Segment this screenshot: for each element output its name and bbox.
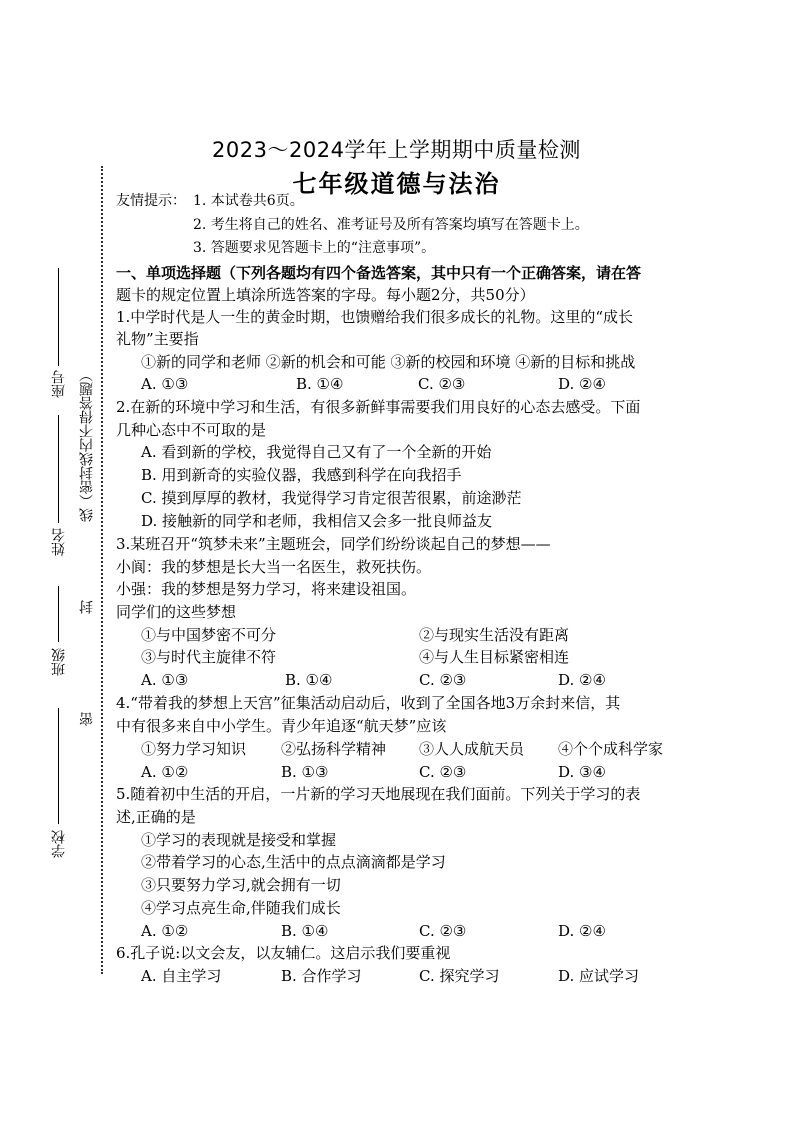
q3-quote-1: 小阆：我的梦想是长大当一名医生，救死扶伤。 [116,558,432,576]
school-blank [58,708,59,824]
q2-stem: 2.在新的环境中学习和生活，有很多新鲜事需要我们用良好的心态去感受。下面 [116,398,641,416]
q1-items: ①新的同学和老师 ②新的机会和可能 ③新的校园和环境 ④新的目标和挑战 [141,353,636,371]
seat-label: 座号 [51,370,67,398]
seal-dotted-line [101,166,103,974]
name-label: 姓名 [51,528,67,556]
secret-mark: 密 [79,712,95,726]
q4-option-c: C. ②③ [419,763,467,781]
q3-item-3: ③与时代主旋律不符 [141,648,277,666]
q5-option-a: A. ①② [141,922,189,940]
q5-stem: 5.随着初中生活的开启，一片新的学习天地展现在我们面前。下列关于学习的表 [116,785,641,803]
exam-title: 2023～2024学年上学期期中质量检测 [212,138,581,162]
q6-option-d: D. 应试学习 [558,967,640,985]
q1-option-c: C. ②③ [418,375,466,393]
exam-subject: 七年级道德与法治 [292,170,501,198]
q3-item-4: ④与人生目标紧密相连 [419,648,570,666]
q1-option-a: A. ①③ [141,375,189,393]
q3-option-d: D. ②④ [558,671,606,689]
section-heading-cont: 题卡的规定位置上填涂所选答案的字母。每小题2分，共50分） [116,286,535,304]
q3-prompt: 同学们的这些梦想 [116,603,237,621]
q6-stem: 6.孔子说:以文会友，以友辅仁。这启示我们要重视 [116,944,451,962]
q3-item-2: ②与现实生活没有距离 [419,626,570,644]
q6-option-a: A. 自主学习 [141,967,222,985]
q1-stem-cont: 礼物”主要指 [116,330,199,348]
seal-note: 线（密封线内不得答题） [79,368,95,522]
q3-option-c: C. ②③ [419,671,467,689]
q5-option-d: D. ②④ [558,922,606,940]
section-heading: 一、单项选择题（下列各题均有四个备选答案，其中只有一个正确答案，请在答 [116,264,642,282]
q5-item-2: ②带着学习的心态,生活中的点点滴滴都是学习 [141,853,446,871]
seal-mark: 封 [79,600,95,614]
q2-option-d: D. 接触新的同学和老师，我相信又会多一批良师益友 [141,512,493,530]
notice-item-3: 3. 答题要求见答题卡上的“注意事项”。 [193,240,436,256]
q5-option-c: C. ②③ [419,922,467,940]
q4-stem: 4.“带着我的梦想上天宫”征集活动启动后，收到了全国各地3万余封来信，其 [116,694,621,712]
q4-item-4: ④个个成科学家 [558,740,664,758]
q3-option-b: B. ①④ [285,671,333,689]
q3-option-a: A. ①③ [141,671,189,689]
notice-item-2: 2. 考生将自己的姓名、准考证号及所有答案均填写在答题卡上。 [193,217,589,233]
q2-stem-cont: 几种心态中不可取的是 [116,421,267,439]
q3-stem: 3.某班召开“筑梦未来”主题班会，同学们纷纷谈起自己的梦想—— [116,535,551,553]
q5-option-b: B. ①④ [281,922,329,940]
seat-blank [58,268,59,366]
q1-option-b: B. ①④ [296,375,344,393]
class-label: 班级 [51,648,67,676]
q1-option-d: D. ②④ [558,375,606,393]
q1-stem: 1.中学时代是人一生的黄金时期，也馈赠给我们很多成长的礼物。这里的“成长 [116,308,633,326]
q5-stem-cont: 述,正确的是 [116,808,196,826]
q4-item-3: ③人人成航天员 [419,740,525,758]
q4-item-1: ①努力学习知识 [141,740,247,758]
q3-quote-2: 小强：我的梦想是努力学习，将来建设祖国。 [116,580,417,598]
q2-option-a: A. 看到新的学校，我觉得自己又有了一个全新的开始 [141,443,492,461]
q4-stem-cont: 中有很多来自中小学生。青少年追逐“航天梦”应该 [116,717,447,735]
notice-label: 友情提示： [116,193,186,209]
q2-option-b: B. 用到新奇的实验仪器，我感到科学在向我招手 [141,466,462,484]
notice-item-1: 1. 本试卷共6页。 [193,193,304,209]
q5-item-4: ④学习点亮生命,伴随我们成长 [141,899,341,917]
q6-option-b: B. 合作学习 [281,967,362,985]
q4-option-d: D. ③④ [558,763,606,781]
q4-option-b: B. ①③ [281,763,329,781]
name-blank [58,415,59,523]
q6-option-c: C. 探究学习 [419,967,500,985]
q4-item-2: ②弘扬科学精神 [281,740,387,758]
q2-option-c: C. 摸到厚厚的教材，我觉得学习肯定很苦很累，前途渺茫 [141,489,522,507]
q5-item-1: ①学习的表现就是接受和掌握 [141,831,337,849]
q4-option-a: A. ①② [141,763,189,781]
school-label: 学校 [51,830,67,858]
q5-item-3: ③只要努力学习,就会拥有一切 [141,876,341,894]
q3-item-1: ①与中国梦密不可分 [141,626,277,644]
class-blank [58,586,59,642]
